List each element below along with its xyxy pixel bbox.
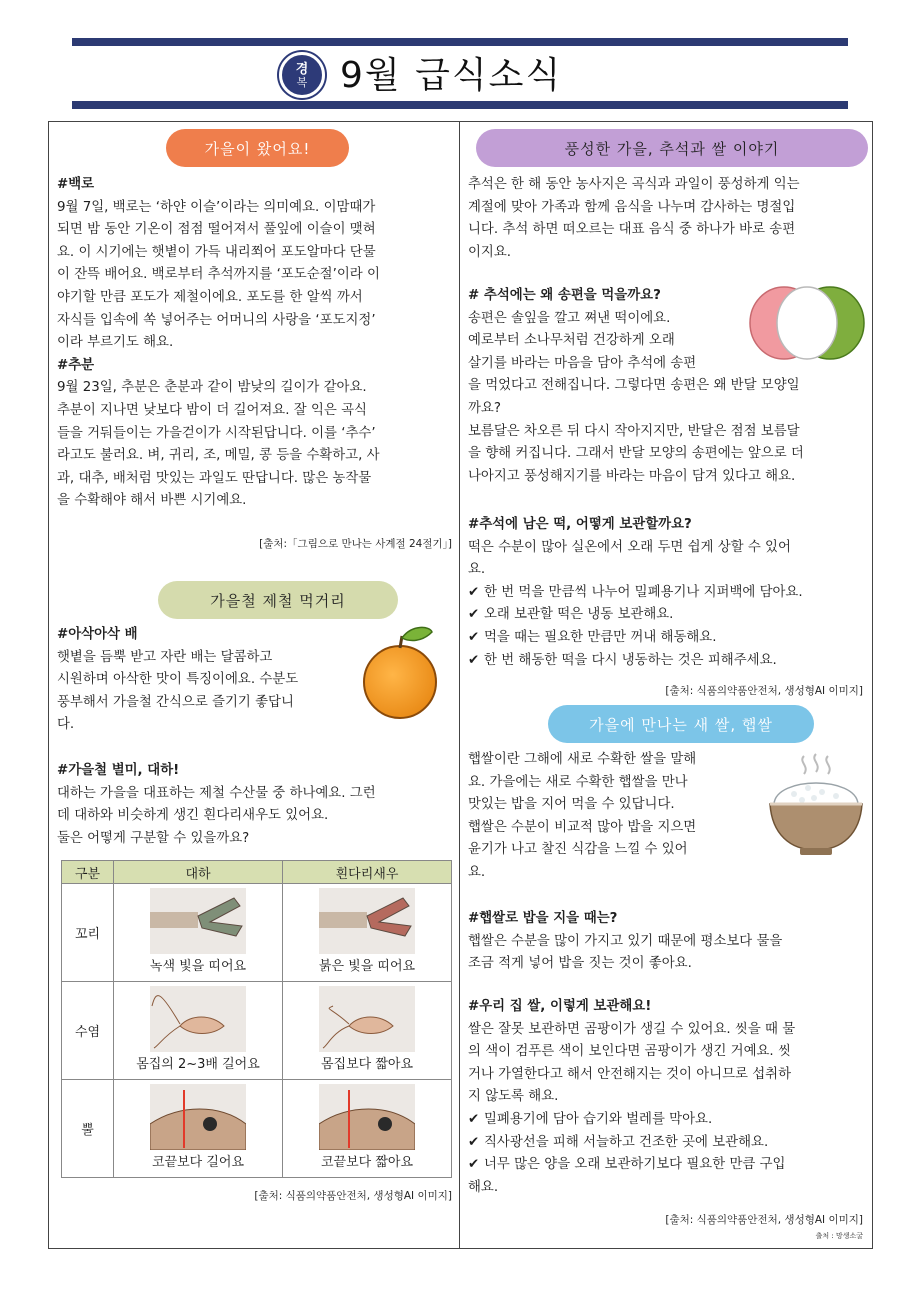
rice-storage-text	[468, 996, 866, 1199]
text-line: 다.	[57, 717, 75, 733]
text-line: 살기를 바라는 마음을 담아 추석에 송편	[468, 355, 697, 371]
chuseok-intro	[468, 174, 866, 264]
shrimp-photo-icon	[319, 1084, 415, 1150]
shrimp-heading: #가을철 별미, 대하!	[57, 763, 180, 778]
check-item-text: 한 번 해동한 떡을 다시 냉동하는 것은 피해주세요.	[484, 652, 777, 668]
check-item-text: 한 번 먹을 만큼씩 나누어 밀폐용기나 지퍼백에 담아요.	[484, 584, 803, 600]
shrimp-caption: 붉은 빛을 띠어요	[318, 959, 416, 974]
keep-tail: 해요.	[468, 1179, 499, 1195]
text-line: 요.	[468, 864, 486, 880]
cook-body	[468, 931, 866, 976]
text-line: 과, 대추, 배처럼 맛있는 과일도 딴답니다. 많은 농작물	[57, 470, 372, 486]
text-line: 되면 밤 동안 기온이 점점 떨어져서 풀잎에 이슬이 맺혀	[57, 222, 376, 238]
pear-illustration-icon	[356, 622, 448, 720]
text-line: 예로부터 소나무처럼 건강하게 오래	[468, 333, 675, 349]
text-line: 조금 적게 넣어 밥을 짓는 것이 좋아요.	[468, 956, 692, 972]
shrimp-comparison-table	[61, 860, 452, 1178]
rice-cake-storage-text	[468, 514, 866, 672]
row-label: 뿔	[62, 1080, 114, 1178]
text-line: 니다. 추석 하면 떠오르는 대표 음식 중 하나가 바로 송편	[468, 222, 796, 238]
table-cell	[283, 1080, 452, 1178]
pill-new-rice: 가을에 만나는 새 쌀, 햅쌀	[548, 705, 814, 743]
text-line: 데 대하와 비슷하게 생긴 흰다리새우도 있어요.	[57, 808, 329, 824]
chuseok-intro-body	[468, 174, 866, 264]
shrimp-caption: 코끝보다 길어요	[151, 1155, 245, 1170]
table-cell	[283, 982, 452, 1080]
baekro-heading: #백로	[57, 177, 95, 192]
check-icon: ✔	[468, 1157, 480, 1173]
pear-heading: #아삭아삭 배	[57, 627, 138, 642]
text-line: 요.	[468, 562, 486, 578]
logo-text-top: 경	[295, 61, 309, 77]
check-icon: ✔	[468, 1111, 480, 1127]
row-label: 수염	[62, 982, 114, 1080]
source-rice: [출처: 식품의약품안전처, 생성형AI 이미지]	[665, 1214, 863, 1226]
row-label: 꼬리	[62, 884, 114, 982]
new-rice-intro-body	[468, 749, 768, 885]
chubun-heading: #추분	[57, 357, 95, 373]
shrimp-photo-icon	[150, 1084, 246, 1150]
shrimp-photo-icon	[319, 986, 415, 1052]
check-item-text: 직사광선을 피해 서늘하고 건조한 곳에 보관해요.	[484, 1134, 769, 1150]
text-line: 거나 가열한다고 해서 안전해지는 것이 아니므로 섭취하	[468, 1066, 792, 1082]
keep-tips-list	[468, 1109, 866, 1177]
table-header-daeha: 대하	[114, 861, 283, 884]
text-line: 들을 거둬들이는 가을걷이가 시작된답니다. 이를 ‘추수’	[57, 425, 376, 441]
shrimp-photo-icon	[150, 986, 246, 1052]
songpyeon-illustration-icon	[748, 283, 866, 363]
table-row	[62, 884, 452, 982]
text-line: 을 수확해야 해서 바쁜 시기예요.	[57, 493, 247, 509]
header-top-rule	[72, 38, 848, 46]
text-line: 맛있는 밥을 지어 먹을 수 있답니다.	[468, 797, 675, 813]
table-header-whiteleg: 흰다리새우	[283, 861, 452, 884]
text-line: 이 잔뜩 배어요. 백로부터 추석까지를 ‘포도순절’이라 이	[57, 267, 380, 283]
check-item-text: 먹을 때는 필요한 만큼만 꺼내 해동해요.	[484, 629, 717, 645]
keep-heading: #우리 집 쌀, 이렇게 보관해요!	[468, 999, 652, 1014]
text-line: 송편은 솔잎을 깔고 쪄낸 떡이에요.	[468, 310, 671, 326]
table-header-row	[62, 861, 452, 884]
table-cell	[114, 1080, 283, 1178]
shrimp-photo-icon	[150, 888, 246, 954]
text-line: 추석은 한 해 동안 농사지은 곡식과 과일이 풍성하게 익는	[468, 177, 800, 192]
storage-body	[468, 537, 866, 582]
text-line: 시원하며 아삭한 맛이 특징이에요. 수분도	[57, 672, 299, 688]
songpyeon-heading: # 추석에는 왜 송편을 먹을까요?	[468, 288, 661, 303]
check-icon: ✔	[468, 652, 480, 668]
check-item	[468, 1109, 866, 1132]
keep-body	[468, 1019, 866, 1109]
table-row	[62, 982, 452, 1080]
page-title: 9월 급식소식	[340, 55, 563, 96]
check-item	[468, 650, 866, 673]
storage-heading: #추석에 남은 떡, 어떻게 보관할까요?	[468, 517, 692, 532]
text-line: 풍부해서 가을철 간식으로 즐기기 좋답니	[57, 694, 294, 710]
table-cell	[114, 982, 283, 1080]
cook-heading: #햅쌀로 밥을 지을 때는?	[468, 911, 618, 926]
text-line: 햅쌀은 수분을 많이 가지고 있기 때문에 평소보다 물을	[468, 933, 783, 949]
text-line: 을 먹었다고 전해집니다. 그렇다면 송편은 왜 반달 모양일	[468, 378, 800, 394]
footer-credit: 출처 : 망생소굴	[815, 1232, 863, 1240]
text-line: 떡은 수분이 많아 실온에서 오래 두면 쉽게 상할 수 있어	[468, 539, 791, 555]
text-line: 윤기가 나고 찰진 식감을 느낄 수 있어	[468, 842, 688, 858]
check-item-text: 오래 보관할 떡은 냉동 보관해요.	[484, 607, 674, 623]
table-cell	[114, 884, 283, 982]
text-line: 보름달은 차오른 뒤 다시 작아지지만, 반달은 점점 보름달	[468, 423, 800, 439]
seasonal-terms-text	[57, 174, 457, 513]
check-icon: ✔	[468, 607, 480, 623]
shrimp-photo-icon	[319, 888, 415, 954]
source-seasons: [출처:「그림으로 만나는 사계절 24절기」]	[259, 538, 452, 550]
source-shrimp: [출처: 식품의약품안전처, 생성형AI 이미지]	[254, 1190, 452, 1202]
baekro-body	[57, 197, 457, 355]
shrimp-body	[57, 783, 457, 851]
text-line: 햅쌀이란 그해에 새로 수확한 쌀을 말해	[468, 752, 697, 767]
text-line: 라고도 불러요. 벼, 귀리, 조, 메밀, 콩 등을 수확하고, 사	[57, 448, 380, 464]
table-cell	[283, 884, 452, 982]
text-line: 요. 이 시기에는 햇볕이 가득 내리쬐어 포도알마다 단물	[57, 244, 376, 260]
text-line: 까요?	[468, 400, 501, 416]
text-line: 둘은 어떻게 구분할 수 있을까요?	[57, 830, 250, 846]
shrimp-caption: 몸집보다 짧아요	[320, 1057, 414, 1072]
header-bottom-rule	[72, 101, 848, 109]
text-line: 나아지고 풍성해지기를 바라는 마음이 담겨 있다고 해요.	[468, 468, 796, 484]
text-line: 계절에 맞아 가족과 함께 음식을 나누며 감사하는 명절입	[468, 199, 796, 215]
shrimp-caption: 녹색 빛을 띠어요	[149, 959, 247, 974]
text-line: 을 향해 커집니다. 그래서 반달 모양의 송편에는 앞으로 더	[468, 446, 804, 462]
rice-bowl-illustration-icon	[764, 752, 868, 862]
check-item-text: 밀폐용기에 담아 습기와 벌레를 막아요.	[484, 1111, 713, 1127]
source-chuseok: [출처: 식품의약품안전처, 생성형AI 이미지]	[665, 685, 863, 697]
check-item	[468, 582, 866, 605]
school-logo	[279, 52, 325, 98]
storage-tips-list	[468, 582, 866, 672]
text-line: 추분이 지나면 낮보다 밤이 더 길어져요. 잘 익은 곡식	[57, 402, 367, 418]
check-item	[468, 604, 866, 627]
check-icon: ✔	[468, 1134, 480, 1150]
text-line: 9월 7일, 백로는 ‘하얀 이슬’이라는 의미예요. 이맘때가	[57, 199, 376, 215]
text-line: 9월 23일, 추분은 춘분과 같이 밤낮의 길이가 같아요.	[57, 380, 367, 396]
pill-seasonal-food: 가을철 제철 먹거리	[158, 581, 398, 619]
check-icon: ✔	[468, 584, 480, 600]
check-icon: ✔	[468, 629, 480, 645]
text-line: 지 않도록 해요.	[468, 1089, 559, 1105]
column-divider	[459, 121, 460, 1249]
check-item-text: 너무 많은 양을 오래 보관하기보다 필요한 만큼 구입	[484, 1157, 786, 1173]
check-item	[468, 627, 866, 650]
check-item	[468, 1132, 866, 1155]
text-line: 요. 가을에는 새로 수확한 햅쌀을 만나	[468, 774, 688, 790]
chubun-body	[57, 377, 457, 513]
text-line: 이라 부르기도 해요.	[57, 335, 174, 351]
text-line: 대하는 가을을 대표하는 제철 수산물 중 하나예요. 그런	[57, 785, 376, 801]
text-line: 햅쌀은 수분이 비교적 많아 밥을 지으면	[468, 819, 697, 835]
text-line: 야기할 만큼 포도가 제철이에요. 포도를 한 알씩 까서	[57, 289, 363, 305]
text-line: 자식들 입속에 쏙 넣어주는 어머니의 사랑을 ‘포도지정’	[57, 312, 376, 328]
text-line: 햇볕을 듬뿍 받고 자란 배는 달콤하고	[57, 649, 273, 665]
shrimp-caption: 코끝보다 짧아요	[320, 1155, 414, 1170]
new-rice-intro	[468, 749, 768, 885]
shrimp-text	[57, 760, 457, 850]
pill-autumn-arrived: 가을이 왔어요!	[166, 129, 349, 167]
check-item	[468, 1154, 866, 1177]
logo-text-bottom: 복	[296, 75, 308, 89]
cooking-new-rice-text	[468, 908, 866, 976]
table-header-category: 구분	[62, 861, 114, 884]
text-line: 쌀은 잘못 보관하면 곰팡이가 생길 수 있어요. 씻을 때 물	[468, 1021, 796, 1037]
shrimp-caption: 몸집의 2~3배 길어요	[136, 1057, 260, 1072]
pill-chuseok-rice: 풍성한 가을, 추석과 쌀 이야기	[476, 129, 868, 167]
table-row	[62, 1080, 452, 1178]
text-line: 이지요.	[468, 244, 512, 260]
text-line: 의 색이 검푸른 색이 보인다면 곰팡이가 생긴 거예요. 씻	[468, 1044, 791, 1060]
